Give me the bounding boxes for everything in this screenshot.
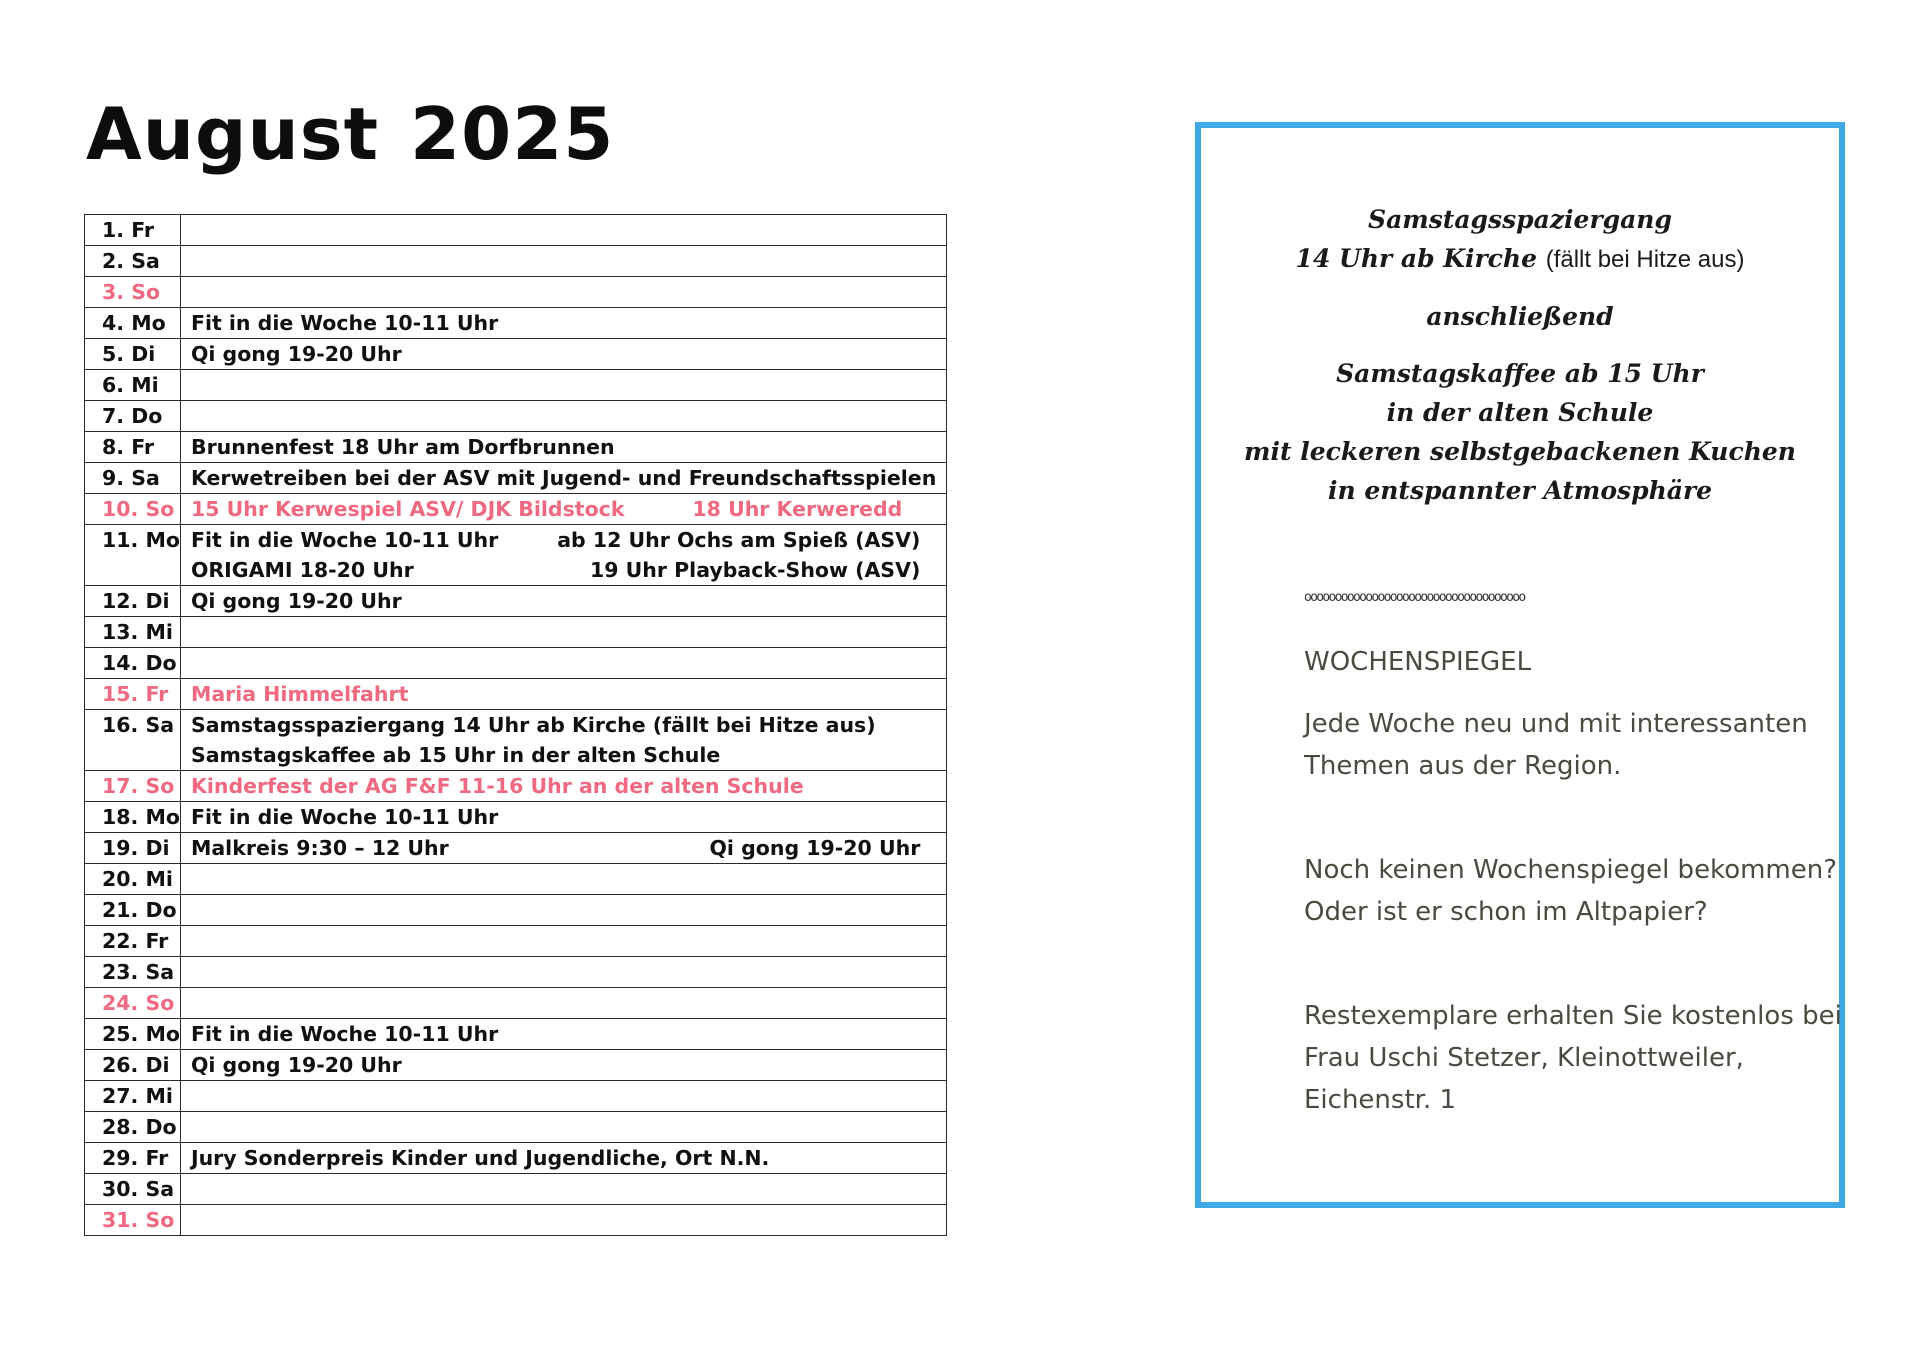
walk-time: 14 Uhr ab Kirche xyxy=(1295,244,1537,273)
event-line xyxy=(191,740,936,770)
event-text-right: ab 12 Uhr Ochs am Spieß (ASV) xyxy=(557,528,921,552)
day-label: 28. Do xyxy=(85,1112,181,1143)
calendar-row xyxy=(85,957,947,988)
event-cell xyxy=(180,895,946,926)
event-text-right: 19 Uhr Playback-Show (ASV) xyxy=(589,558,921,582)
calendar-row xyxy=(85,617,947,648)
event-text: Samstagskaffee ab 15 Uhr in der alten Schule xyxy=(190,743,721,767)
event-text: Malkreis 9:30 – 12 Uhr xyxy=(190,836,449,860)
walk-block xyxy=(1201,200,1839,279)
day-label: 22. Fr xyxy=(85,926,181,957)
event-cell xyxy=(180,215,946,246)
calendar-row xyxy=(85,771,947,802)
event-line xyxy=(191,833,936,863)
event-cell xyxy=(180,833,946,864)
event-text: 15 Uhr Kerwespiel ASV/ DJK Bildstock xyxy=(190,497,625,521)
event-cell xyxy=(180,370,946,401)
event-cell xyxy=(180,308,946,339)
event-cell xyxy=(180,586,946,617)
event-text: Samstagsspaziergang 14 Uhr ab Kirche (fällt bei Hitze aus) xyxy=(190,713,876,737)
event-text: Kinderfest der AG F&F 11-16 Uhr an der alten Schule xyxy=(190,774,804,798)
calendar-row xyxy=(85,710,947,771)
dotted-divider: oooooooooooooooooooooooooooooooooooo xyxy=(1304,590,1525,605)
event-cell xyxy=(180,1174,946,1205)
event-text: Jury Sonderpreis Kinder und Jugendliche, Ort N.N. xyxy=(190,1146,770,1170)
coffee-line: mit leckeren selbstgebackenen Kuchen xyxy=(1244,437,1796,466)
event-line xyxy=(191,339,936,369)
event-text: Fit in die Woche 10-11 Uhr xyxy=(190,311,499,335)
day-label: 11. Mo xyxy=(85,525,181,586)
day-label: 18. Mo xyxy=(85,802,181,833)
event-text: Qi gong 19-20 Uhr xyxy=(190,1053,402,1077)
day-label: 25. Mo xyxy=(85,1019,181,1050)
day-label: 2. Sa xyxy=(85,246,181,277)
coffee-line: in entspannter Atmosphäre xyxy=(1327,476,1713,505)
calendar-row xyxy=(85,308,947,339)
event-line xyxy=(191,1050,936,1080)
day-label: 24. So xyxy=(85,988,181,1019)
event-cell xyxy=(180,1050,946,1081)
calendar-row xyxy=(85,215,947,246)
event-line xyxy=(191,1019,936,1049)
wochenspiegel-paragraph: Noch keinen Wochenspiegel bekommen? Oder ist er schon im Altpapier? xyxy=(1304,855,1838,927)
day-label: 31. So xyxy=(85,1205,181,1236)
day-label: 21. Do xyxy=(85,895,181,926)
info-box xyxy=(1195,122,1845,1208)
event-text: Fit in die Woche 10-11 Uhr xyxy=(190,805,499,829)
calendar-row xyxy=(85,679,947,710)
day-label: 19. Di xyxy=(85,833,181,864)
event-line xyxy=(191,802,936,832)
day-label: 15. Fr xyxy=(85,679,181,710)
day-label: 3. So xyxy=(85,277,181,308)
day-label: 1. Fr xyxy=(85,215,181,246)
calendar-row xyxy=(85,895,947,926)
event-cell xyxy=(180,277,946,308)
event-text: Qi gong 19-20 Uhr xyxy=(190,342,402,366)
day-label: 14. Do xyxy=(85,648,181,679)
calendar-row xyxy=(85,926,947,957)
event-text: Maria Himmelfahrt xyxy=(190,682,409,706)
event-cell xyxy=(180,339,946,370)
calendar-title xyxy=(86,92,614,176)
event-line xyxy=(191,308,936,338)
wochenspiegel-heading: WOCHENSPIEGEL xyxy=(1304,647,1532,677)
event-text: Kerwetreiben bei der ASV mit Jugend- und Freundschaftsspielen xyxy=(190,466,937,490)
day-label: 27. Mi xyxy=(85,1081,181,1112)
walk-note: (fällt bei Hitze aus) xyxy=(1545,246,1745,273)
event-cell xyxy=(180,617,946,648)
event-cell xyxy=(180,926,946,957)
event-cell xyxy=(180,432,946,463)
day-label: 13. Mi xyxy=(85,617,181,648)
event-cell xyxy=(180,802,946,833)
day-label: 7. Do xyxy=(85,401,181,432)
calendar-row xyxy=(85,988,947,1019)
day-label: 20. Mi xyxy=(85,864,181,895)
event-text-right: Qi gong 19-20 Uhr xyxy=(709,836,921,860)
calendar-row xyxy=(85,1143,947,1174)
calendar-row xyxy=(85,277,947,308)
event-cell xyxy=(180,864,946,895)
calendar-row xyxy=(85,833,947,864)
wochenspiegel-paragraph: Restexemplare erhalten Sie kostenlos bei Frau Uschi Stetzer, Kleinottweiler, Eichenstr. 1 xyxy=(1304,1001,1842,1115)
event-cell xyxy=(180,957,946,988)
event-cell xyxy=(180,679,946,710)
calendar-row xyxy=(85,370,947,401)
calendar-row xyxy=(85,525,947,586)
event-line xyxy=(191,771,936,801)
event-line xyxy=(191,586,936,616)
event-text: Fit in die Woche 10-11 Uhr xyxy=(190,528,499,552)
event-cell xyxy=(180,246,946,277)
calendar-row xyxy=(85,246,947,277)
event-text: ORIGAMI 18-20 Uhr xyxy=(190,558,414,582)
event-cell xyxy=(180,463,946,494)
day-label: 10. So xyxy=(85,494,181,525)
event-line xyxy=(191,1143,936,1173)
coffee-line: in der alten Schule xyxy=(1386,398,1654,427)
calendar-row xyxy=(85,432,947,463)
day-label: 9. Sa xyxy=(85,463,181,494)
calendar-table xyxy=(84,214,947,1236)
calendar-row xyxy=(85,401,947,432)
event-cell xyxy=(180,525,946,586)
event-line xyxy=(191,710,936,740)
event-cell xyxy=(180,1205,946,1236)
calendar-row xyxy=(85,1019,947,1050)
event-text: Fit in die Woche 10-11 Uhr xyxy=(190,1022,499,1046)
calendar-row xyxy=(85,1081,947,1112)
event-text-right: 18 Uhr Kerweredd xyxy=(692,497,903,521)
day-label: 8. Fr xyxy=(85,432,181,463)
event-cell xyxy=(180,648,946,679)
day-label: 29. Fr xyxy=(85,1143,181,1174)
event-line xyxy=(191,525,936,555)
day-label: 16. Sa xyxy=(85,710,181,771)
event-cell xyxy=(180,494,946,525)
event-cell xyxy=(180,988,946,1019)
walk-title: Samstagsspaziergang xyxy=(1368,205,1672,234)
calendar-row xyxy=(85,586,947,617)
day-label: 12. Di xyxy=(85,586,181,617)
event-cell xyxy=(180,1112,946,1143)
calendar-row xyxy=(85,1050,947,1081)
event-cell xyxy=(180,1143,946,1174)
wochenspiegel-paragraph: Jede Woche neu und mit interessanten Themen aus der Region. xyxy=(1304,709,1808,781)
day-label: 30. Sa xyxy=(85,1174,181,1205)
day-label: 23. Sa xyxy=(85,957,181,988)
event-cell xyxy=(180,1019,946,1050)
calendar-row xyxy=(85,802,947,833)
event-line xyxy=(191,494,936,524)
calendar-row xyxy=(85,648,947,679)
calendar-month: August xyxy=(86,92,380,176)
then-text: anschließend xyxy=(1426,302,1614,331)
event-cell xyxy=(180,710,946,771)
event-cell xyxy=(180,401,946,432)
calendar-row xyxy=(85,463,947,494)
day-label: 5. Di xyxy=(85,339,181,370)
event-cell xyxy=(180,1081,946,1112)
calendar-year: 2025 xyxy=(410,92,615,176)
day-label: 26. Di xyxy=(85,1050,181,1081)
calendar-row xyxy=(85,1112,947,1143)
calendar-row xyxy=(85,1205,947,1236)
day-label: 4. Mo xyxy=(85,308,181,339)
event-cell xyxy=(180,771,946,802)
day-label: 6. Mi xyxy=(85,370,181,401)
event-text: Qi gong 19-20 Uhr xyxy=(190,589,402,613)
event-line xyxy=(191,432,936,462)
calendar-row xyxy=(85,494,947,525)
calendar-row xyxy=(85,339,947,370)
coffee-block xyxy=(1201,354,1839,510)
event-line xyxy=(191,679,936,709)
calendar-row xyxy=(85,864,947,895)
walk-time-line xyxy=(1201,239,1839,279)
event-line xyxy=(191,463,936,493)
calendar-row xyxy=(85,1174,947,1205)
coffee-line: Samstagskaffee ab 15 Uhr xyxy=(1336,359,1704,388)
event-line xyxy=(191,555,936,585)
calendar-body xyxy=(85,215,947,1236)
event-text: Brunnenfest 18 Uhr am Dorfbrunnen xyxy=(190,435,615,459)
day-label: 17. So xyxy=(85,771,181,802)
